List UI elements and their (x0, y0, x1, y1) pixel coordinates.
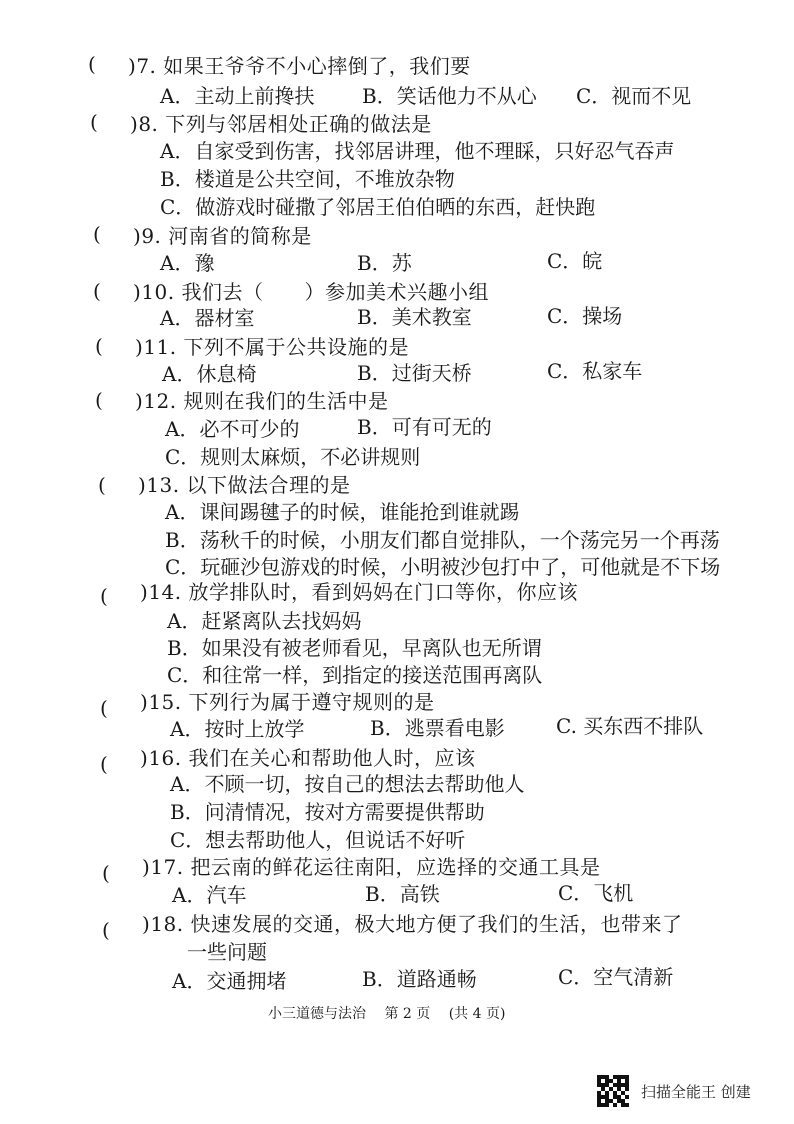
q9-option-b: B．苏 (357, 251, 412, 275)
q9-option-c: C．皖 (547, 249, 603, 273)
answer-paren: ( (95, 334, 103, 358)
q12-option-c: C．规则太麻烦，不必讲规则 (165, 445, 421, 469)
q18-option-b: B．道路通畅 (362, 967, 477, 991)
q15-option-c: C. 买东西不排队 (556, 714, 704, 738)
q18-option-a: A．交通拥堵 (172, 969, 287, 993)
question-17: )17. 把云南的鲜花运往南阳，应选择的交通工具是 (142, 855, 601, 879)
scanner-app-label: 扫描全能王 创建 (641, 1082, 751, 1101)
q11-option-b: B．过街天桥 (357, 361, 472, 385)
answer-paren: ( (90, 110, 98, 134)
qr-code-icon (597, 1075, 629, 1107)
q17-option-a: A．汽车 (172, 883, 247, 907)
question-8: )8. 下列与邻居相处正确的做法是 (130, 112, 432, 136)
q15-option-b: B．逃票看电影 (370, 716, 505, 740)
answer-paren: ( (102, 918, 110, 942)
q18-stem-continued: 一些问题 (187, 940, 267, 964)
q17-option-c: C．飞机 (558, 881, 634, 905)
question-14: )14. 放学排队时，看到妈妈在门口等你，你应该 (140, 580, 578, 604)
q7-option-b: B．笑话他力不从心 (362, 84, 537, 108)
q13-option-c: C．玩砸沙包游戏的时候，小明被沙包打中了，可他就是不下场 (165, 555, 721, 579)
q10-option-c: C．操场 (547, 304, 623, 328)
q14-option-a: A．赶紧离队去找妈妈 (167, 609, 362, 633)
answer-paren: ( (100, 752, 108, 776)
footer-subject: 小三道德与法治 (268, 1006, 366, 1022)
answer-paren: ( (102, 861, 110, 885)
footer-page: 第 2 页 (384, 1006, 431, 1022)
q12-option-b: B．可有可无的 (357, 415, 492, 439)
q15-option-a: A．按时上放学 (170, 717, 305, 741)
q16-option-a: A．不顾一切，按自己的想法去帮助他人 (170, 772, 525, 796)
answer-paren: ( (98, 473, 106, 497)
answer-paren: ( (93, 279, 101, 303)
answer-paren: ( (100, 584, 108, 608)
question-10: )10. 我们去（ ）参加美术兴趣小组 (133, 280, 489, 304)
question-11: )11. 下列不属于公共设施的是 (135, 335, 409, 359)
answer-paren: ( (93, 222, 101, 246)
question-18: )18. 快速发展的交通，极大地方便了我们的生活，也带来了 (142, 912, 683, 936)
answer-paren: ( (100, 696, 108, 720)
q11-option-c: C．私家车 (547, 359, 643, 383)
q14-option-b: B．如果没有被老师看见，早离队也无所谓 (167, 636, 542, 660)
q9-option-a: A．豫 (160, 251, 215, 275)
q13-option-a: A．课间踢毽子的时候，谁能抢到谁就踢 (165, 500, 520, 524)
answer-paren: ( (88, 52, 96, 76)
question-13: )13. 以下做法合理的是 (138, 473, 351, 497)
question-16: )16. 我们在关心和帮助他人时，应该 (140, 746, 476, 770)
q18-option-c: C．空气清新 (558, 965, 674, 989)
scanner-watermark (597, 1075, 751, 1107)
q14-option-c: C．和往常一样，到指定的接送范围再离队 (167, 663, 543, 687)
answer-paren: ( (95, 388, 103, 412)
q10-option-b: B．美术教室 (357, 305, 472, 329)
q13-option-b: B．荡秋千的时候，小朋友们都自觉排队，一个荡完另一个再荡 (165, 528, 720, 552)
q8-option-c: C．做游戏时碰撒了邻居王伯伯晒的东西，赶快跑 (160, 195, 596, 219)
q7-option-a: A．主动上前搀扶 (160, 84, 315, 108)
q11-option-a: A．休息椅 (162, 362, 257, 386)
q7-option-c: C．视而不见 (576, 84, 692, 108)
q8-option-b: B．楼道是公共空间，不堆放杂物 (160, 167, 455, 191)
q12-option-a: A．必不可少的 (165, 417, 300, 441)
page-footer (268, 1003, 519, 1023)
footer-total: (共 4 页) (448, 1006, 506, 1022)
q10-option-a: A．器材室 (160, 306, 255, 330)
question-15: )15. 下列行为属于遵守规则的是 (140, 690, 435, 714)
q8-option-a: A．自家受到伤害，找邻居讲理，他不理睬，只好忍气吞声 (160, 139, 675, 163)
q17-option-b: B．高铁 (365, 882, 440, 906)
q16-option-b: B．问清情况，按对方需要提供帮助 (170, 800, 485, 824)
q16-option-c: C．想去帮助他人，但说话不好听 (170, 828, 466, 852)
question-9: )9. 河南省的简称是 (133, 224, 312, 248)
question-12: )12. 规则在我们的生活中是 (135, 389, 389, 413)
question-7: )7. 如果王爷爷不小心摔倒了，我们要 (128, 54, 471, 78)
